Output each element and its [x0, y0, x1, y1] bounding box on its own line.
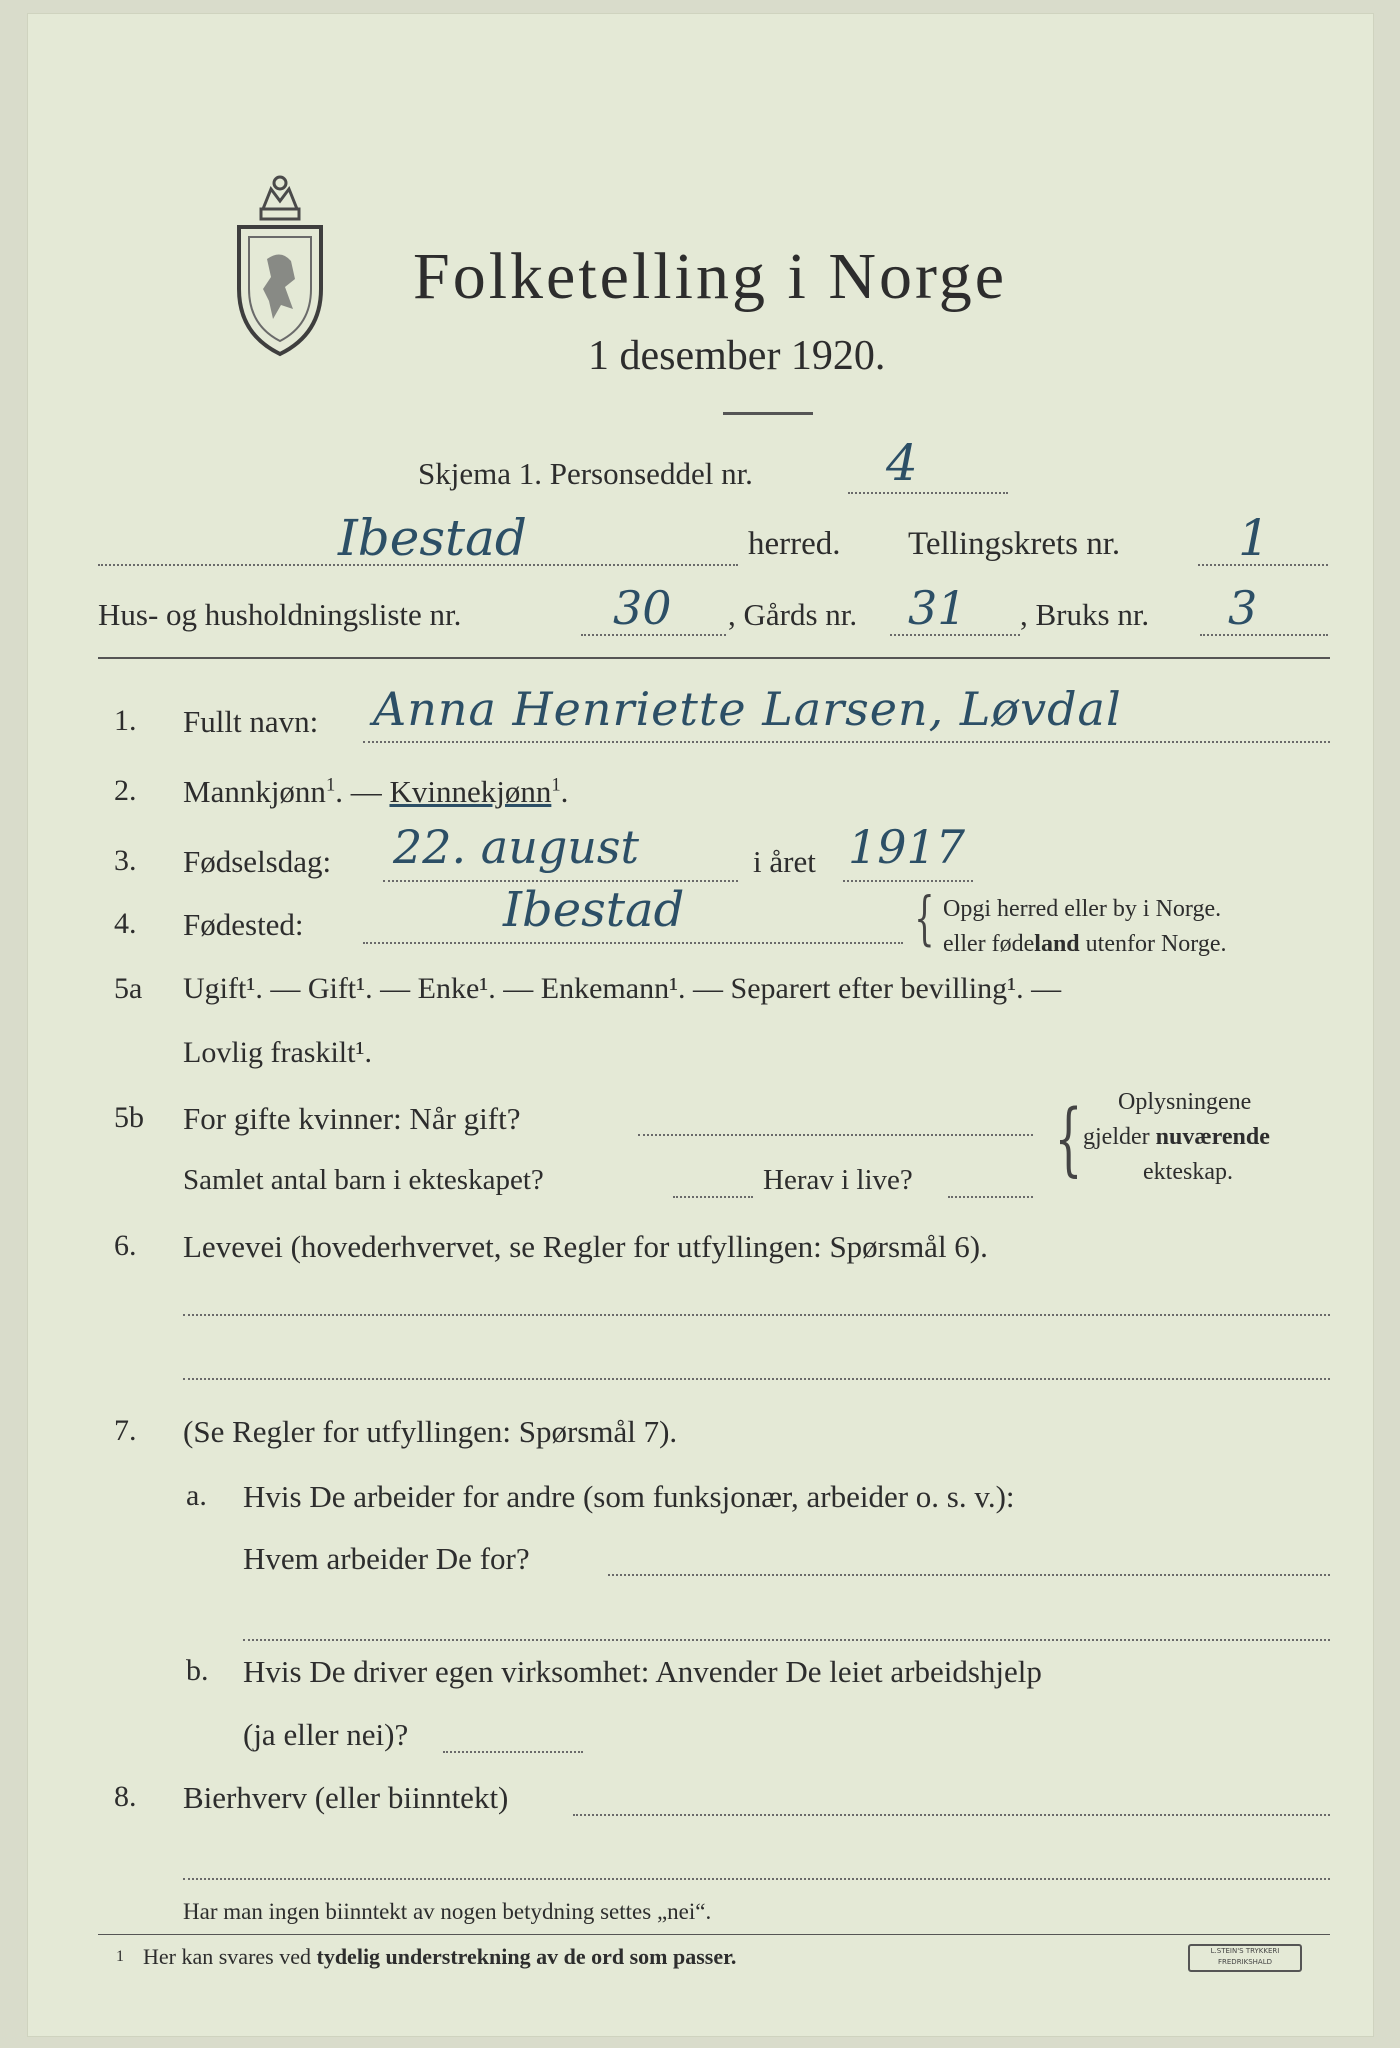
footnote-a: Her kan svares ved	[143, 1944, 317, 1969]
herred-label: herred.	[748, 526, 841, 562]
q4-field	[363, 942, 903, 944]
q4-brace: {	[914, 884, 935, 952]
bruks-label: , Bruks nr.	[1020, 597, 1150, 632]
skjema-value: 4	[886, 434, 918, 492]
q4-note-2c: utenfor Norge.	[1079, 931, 1227, 957]
q7a-field-2	[243, 1639, 1330, 1641]
q1-field	[363, 741, 1330, 743]
tellingskrets-value: 1	[1238, 509, 1270, 567]
bruks-value: 3	[1228, 581, 1258, 635]
footer-note: Har man ingen biinntekt av nogen betydning settes „nei“.	[183, 1899, 712, 1924]
q8-field-1	[573, 1814, 1330, 1816]
q7b-number: b.	[186, 1654, 209, 1687]
q5a-text: Ugift¹. — Gift¹. — Enke¹. — Enkemann¹. — Separert efter bevilling¹. —	[183, 972, 1062, 1005]
q5b-brace: {	[1054, 1092, 1083, 1185]
q7-text: (Se Regler for utfyllingen: Spørsmål 7).	[183, 1414, 678, 1449]
skjema-label: Skjema 1. Personseddel nr.	[418, 456, 753, 491]
q7-number: 7.	[114, 1414, 137, 1447]
q3-number: 3.	[114, 844, 137, 877]
q5a-text-2: Lovlig fraskilt¹.	[183, 1036, 372, 1069]
q5b-field-1	[638, 1134, 1033, 1136]
q3-value: 22. august	[393, 820, 639, 874]
q8-number: 8.	[114, 1780, 137, 1813]
q2-end: .	[560, 774, 569, 809]
q7a-text: Hvis De arbeider for andre (som funksjonær, arbeider o. s. v.):	[243, 1479, 1015, 1514]
q8-text: Bierhverv (eller biinntekt)	[183, 1780, 509, 1815]
q7a-number: a.	[186, 1479, 207, 1512]
q4-note-2b: land	[1034, 931, 1080, 957]
q6-text: Levevei (hovederhvervet, se Regler for utfyllingen: Spørsmål 6).	[183, 1229, 988, 1264]
form-date: 1 desember 1920.	[588, 333, 886, 379]
q3-aar-label: i året	[753, 844, 816, 879]
q4-note-2a: eller føde	[943, 931, 1035, 957]
q6-field-2	[183, 1378, 1330, 1380]
tellingskrets-label: Tellingskrets nr.	[908, 526, 1121, 562]
q5b-field-2	[673, 1196, 753, 1198]
q5a-number: 5a	[114, 972, 143, 1005]
q5b-label-2: Samlet antal barn i ekteskapet?	[183, 1164, 544, 1196]
q2-kvinne: Kvinnekjønn	[389, 774, 552, 809]
gards-value: 31	[908, 581, 967, 635]
q5b-note-1: Oplysningene	[1118, 1089, 1252, 1115]
footnote-number: 1	[116, 1948, 124, 1965]
q5b-note-2	[1083, 1124, 1270, 1151]
printer-stamp-line-2: FREDRIKSHALD	[1217, 1958, 1272, 1966]
q5b-label-1: For gifte kvinner: Når gift?	[183, 1101, 521, 1136]
q5b-field-3	[948, 1196, 1033, 1198]
coat-of-arms-icon	[233, 169, 328, 359]
form-title: Folketelling i Norge	[413, 240, 1008, 313]
q1-value: Anna Henriette Larsen, Løvdal	[373, 682, 1122, 736]
q5b-note-2b: nuværende	[1155, 1124, 1270, 1150]
q3-aar-field	[843, 880, 973, 882]
q4-number: 4.	[114, 907, 137, 940]
header-divider	[98, 657, 1330, 659]
q4-label: Fødested:	[183, 907, 304, 942]
title-divider	[723, 412, 813, 415]
q8-field-2	[183, 1878, 1330, 1880]
printer-stamp-line-1: L.STEIN'S TRYKKERI	[1210, 1947, 1280, 1955]
q5b-label-3: Herav i live?	[763, 1164, 913, 1196]
gards-label: , Gårds nr.	[728, 597, 858, 632]
bruks-field	[1200, 634, 1328, 636]
q3-label: Fødselsdag:	[183, 844, 332, 879]
q4-note-1: Opgi herred eller by i Norge.	[943, 896, 1222, 922]
census-form	[28, 14, 1373, 2036]
q2-number: 2.	[114, 774, 137, 807]
q6-number: 6.	[114, 1229, 137, 1262]
q2-options: Mannkjønn$^1$. — Kvinnekjønn$^1$.	[183, 774, 569, 809]
q7b-text-2: (ja eller nei)?	[243, 1717, 409, 1752]
q6-field-1	[183, 1314, 1330, 1316]
q7b-text: Hvis De driver egen virksomhet: Anvender De leiet arbeidshjelp	[243, 1654, 1042, 1689]
footnote-b: tydelig understrekning av de ord som passer.	[316, 1944, 737, 1969]
q5b-note-2a: gjelder	[1083, 1124, 1156, 1150]
husholdningsliste-label: Hus- og husholdningsliste nr.	[98, 597, 462, 632]
q5b-number: 5b	[114, 1101, 144, 1134]
q4-note-2	[943, 931, 1227, 958]
q7a-field-1	[608, 1574, 1330, 1576]
skjema-field	[848, 492, 1008, 494]
herred-value: Ibestad	[338, 509, 527, 567]
q2-sep: . —	[335, 774, 390, 809]
q5b-note-3: ekteskap.	[1143, 1159, 1233, 1185]
q2-mann: Mannkjønn	[183, 774, 326, 809]
q7b-field	[443, 1751, 583, 1753]
q3-aar-value: 1917	[848, 820, 966, 874]
q1-number: 1.	[114, 704, 137, 737]
printer-stamp	[1188, 1944, 1302, 1972]
q4-value: Ibestad	[503, 882, 685, 938]
footer-divider	[98, 1934, 1330, 1935]
footnote	[143, 1944, 736, 1970]
q1-label: Fullt navn:	[183, 704, 319, 739]
husholdningsliste-value: 30	[613, 581, 672, 635]
q7a-text-2: Hvem arbeider De for?	[243, 1541, 530, 1576]
